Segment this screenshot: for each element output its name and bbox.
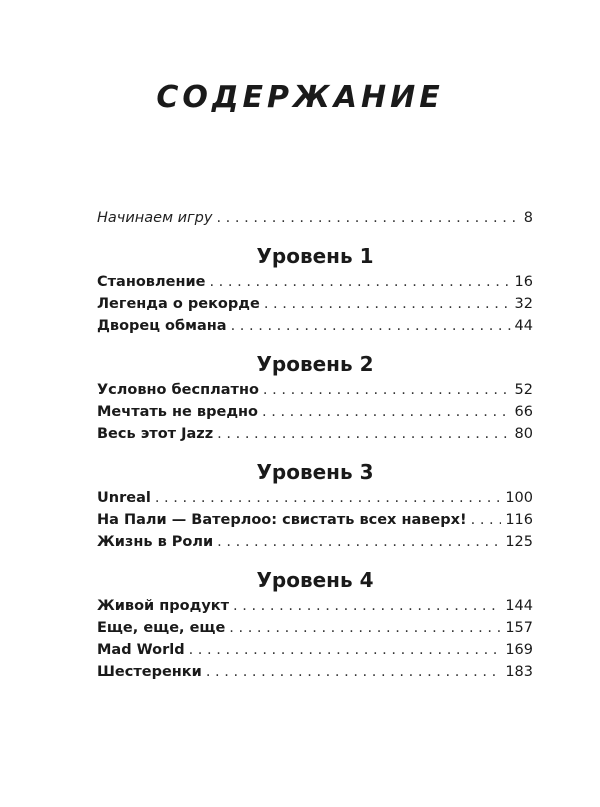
toc-entry[interactable] bbox=[97, 512, 533, 534]
dot-leader bbox=[209, 274, 510, 290]
toc-entry-page: 183 bbox=[505, 664, 533, 680]
dot-leader bbox=[233, 598, 501, 614]
toc-entry-page: 32 bbox=[514, 296, 533, 312]
dot-leader bbox=[231, 318, 511, 334]
toc-entry-page: 44 bbox=[514, 318, 533, 334]
table-of-contents bbox=[97, 210, 533, 686]
toc-entry-label: Mad World bbox=[97, 642, 185, 658]
toc-entry[interactable] bbox=[97, 490, 533, 512]
dot-leader bbox=[229, 620, 501, 636]
dot-leader bbox=[217, 426, 510, 442]
toc-entry[interactable] bbox=[97, 664, 533, 686]
dot-leader bbox=[216, 210, 519, 226]
toc-entry[interactable] bbox=[97, 642, 533, 664]
toc-entry-page: 157 bbox=[505, 620, 533, 636]
dot-leader bbox=[155, 490, 501, 506]
level-section-2 bbox=[97, 352, 533, 448]
toc-entry-page: 100 bbox=[505, 490, 533, 506]
toc-entry-page: 116 bbox=[505, 512, 533, 528]
toc-entry-label: Еще, еще, еще bbox=[97, 620, 226, 636]
level-heading: Уровень 1 bbox=[256, 244, 374, 268]
dot-leader bbox=[263, 382, 511, 398]
level-heading: Уровень 2 bbox=[256, 352, 374, 376]
toc-entry-label: Дворец обмана bbox=[97, 318, 227, 334]
toc-entry[interactable] bbox=[97, 426, 533, 448]
toc-entry-label: На Пали — Ватерлоо: свистать всех наверх! bbox=[97, 512, 467, 528]
toc-entry-page: 16 bbox=[514, 274, 533, 290]
toc-entry-label: Легенда о рекорде bbox=[97, 296, 260, 312]
toc-entry[interactable] bbox=[97, 534, 533, 556]
toc-entry[interactable] bbox=[97, 620, 533, 642]
level-section-4 bbox=[97, 568, 533, 686]
toc-entry-label: Начинаем игру bbox=[97, 210, 213, 226]
toc-entry-page: 80 bbox=[514, 426, 533, 442]
toc-entry-label: Живой продукт bbox=[97, 598, 230, 614]
dot-leader bbox=[206, 664, 501, 680]
toc-entry-label: Жизнь в Роли bbox=[97, 534, 214, 550]
toc-entry-label: Шестеренки bbox=[97, 664, 202, 680]
toc-entry[interactable] bbox=[97, 382, 533, 404]
toc-entry-page: 169 bbox=[505, 642, 533, 658]
toc-entry[interactable] bbox=[97, 296, 533, 318]
toc-entry-label: Становление bbox=[97, 274, 206, 290]
toc-entry-page: 66 bbox=[514, 404, 533, 420]
toc-entry-page: 52 bbox=[514, 382, 533, 398]
toc-entry[interactable] bbox=[97, 318, 533, 340]
toc-entry-label: Unreal bbox=[97, 490, 151, 506]
level-section-3 bbox=[97, 460, 533, 556]
toc-entry[interactable] bbox=[97, 274, 533, 296]
toc-entry-page: 144 bbox=[505, 598, 533, 614]
toc-entry-page: 8 bbox=[523, 210, 533, 226]
toc-entry-label: Мечтать не вредно bbox=[97, 404, 259, 420]
dot-leader bbox=[217, 534, 501, 550]
dot-leader bbox=[189, 642, 502, 658]
page-title: СОДЕРЖАНИЕ bbox=[156, 80, 444, 115]
toc-entry[interactable] bbox=[97, 598, 533, 620]
toc-entry-page: 125 bbox=[505, 534, 533, 550]
level-heading: Уровень 3 bbox=[256, 460, 374, 484]
toc-entry-intro[interactable] bbox=[97, 210, 533, 232]
dot-leader bbox=[262, 404, 511, 420]
toc-entry-label: Весь этот Jazz bbox=[97, 426, 214, 442]
dot-leader bbox=[471, 512, 502, 528]
toc-entry[interactable] bbox=[97, 404, 533, 426]
dot-leader bbox=[264, 296, 511, 312]
level-section-1 bbox=[97, 244, 533, 340]
level-heading: Уровень 4 bbox=[256, 568, 374, 592]
toc-entry-label: Условно бесплатно bbox=[97, 382, 259, 398]
